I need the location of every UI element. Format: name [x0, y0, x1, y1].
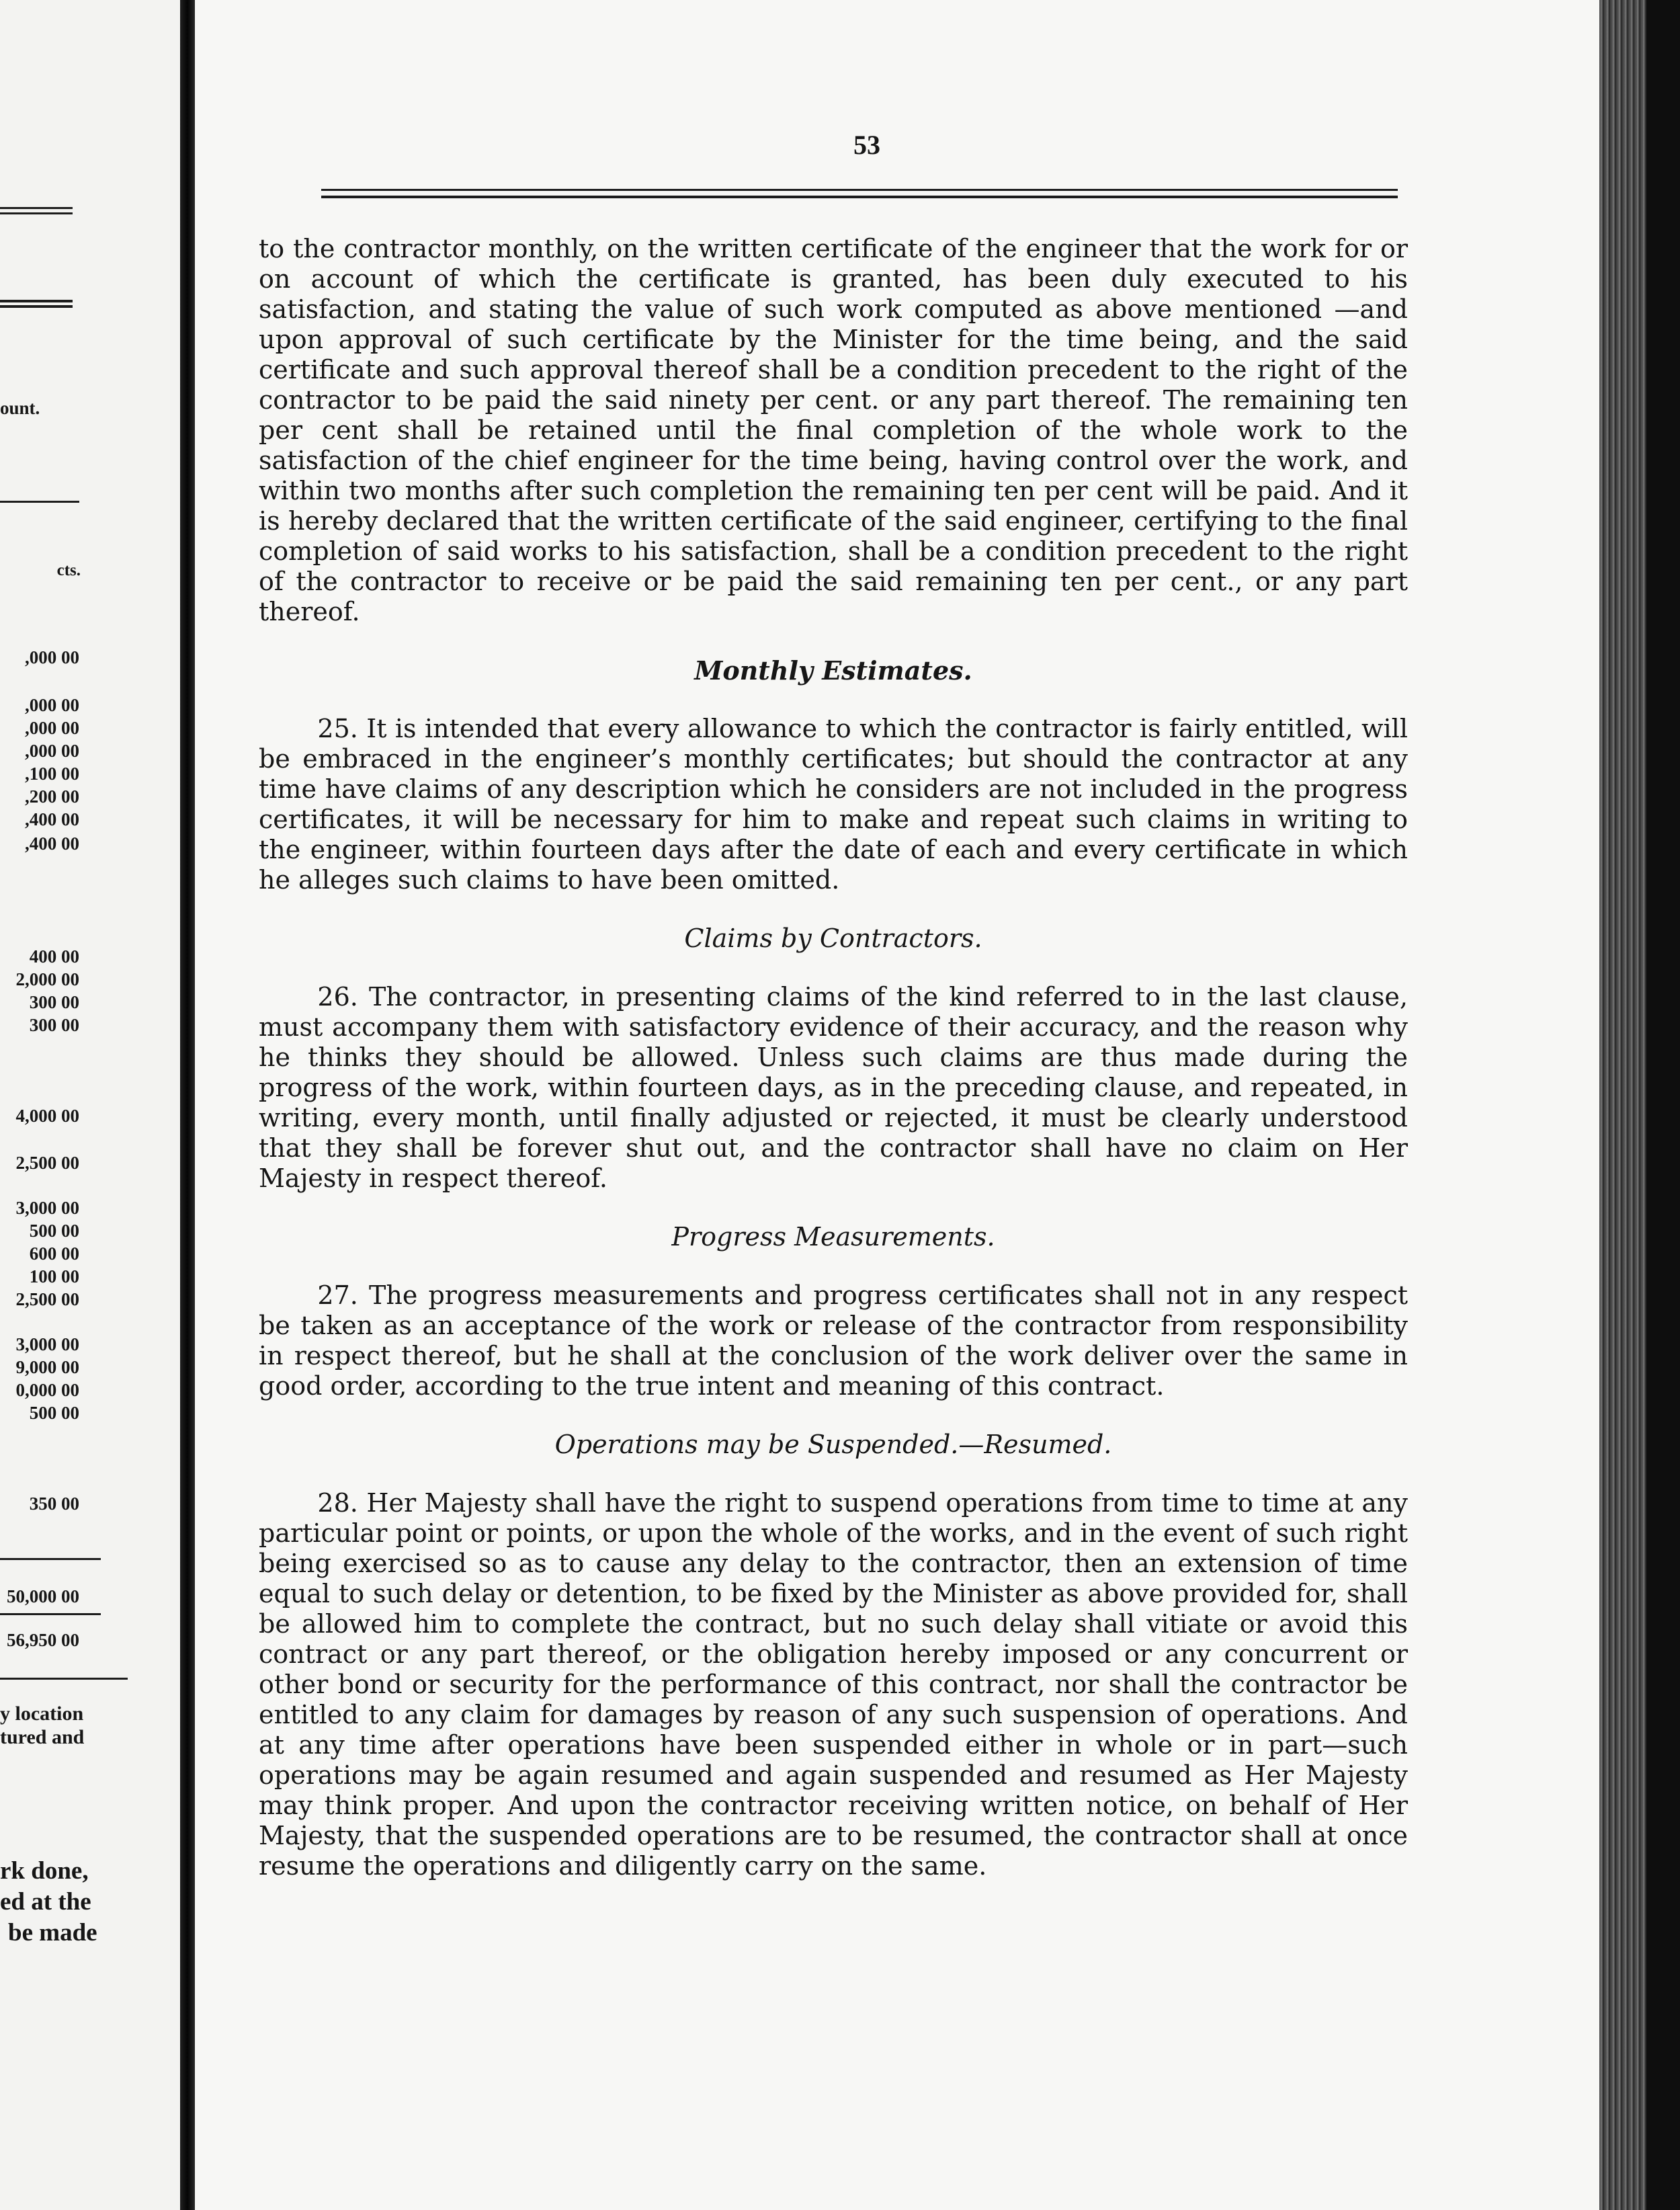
- amount-row: 300 00: [29, 992, 79, 1012]
- amount-row: 500 00: [29, 1221, 79, 1241]
- left-double-rule-top: [0, 207, 73, 209]
- left-column-rule: [0, 501, 79, 503]
- total-underline: [0, 1678, 128, 1680]
- amount-row: 600 00: [29, 1243, 79, 1264]
- cents-header: cts.: [56, 561, 81, 579]
- left-body-line: ed at the: [0, 1888, 91, 1916]
- subtotal-rule: [0, 1558, 101, 1560]
- amount-column-header: ount.: [0, 398, 40, 418]
- amount-row: 400 00: [29, 946, 79, 967]
- amount-row: ,000 00: [25, 718, 79, 738]
- amount-row: ,400 00: [25, 809, 79, 829]
- section-heading: Claims by Contractors.: [684, 924, 982, 953]
- left-double-rule-bottom: [0, 212, 73, 214]
- left-body-line: rk done,: [0, 1857, 89, 1885]
- left-note-line: y location: [0, 1703, 84, 1725]
- header-rule-bottom: [321, 196, 1398, 198]
- amount-row: 350 00: [29, 1493, 79, 1514]
- amount-row: ,100 00: [25, 764, 79, 784]
- clause-25: 25. It is intended that every allowance to which the contractor is fairly entitled, will be embraced in the engineer’s monthly certificates; but should the contractor at any time have claims of any description which he considers are not included in the progress certificates, it will be necessary for him to make and repeat such claims in writing to the engineer, within fourteen days after the date of each and every certificate in which he alleges such claims to have been omitted.: [259, 714, 1408, 895]
- amount-row: 300 00: [29, 1015, 79, 1035]
- page-body: [259, 234, 1408, 1881]
- amount-row: ,400 00: [25, 833, 79, 854]
- amount-row: ,200 00: [25, 786, 79, 807]
- amount-row: 50,000 00: [7, 1586, 79, 1606]
- total-rule: [0, 1613, 101, 1615]
- amount-total: 56,950 00: [7, 1630, 79, 1650]
- left-body-line: be made: [8, 1919, 97, 1947]
- amount-row: 4,000 00: [15, 1106, 79, 1126]
- amount-row: 3,000 00: [15, 1198, 79, 1218]
- amount-row: ,000 00: [25, 695, 79, 715]
- amount-row: 3,000 00: [15, 1334, 79, 1354]
- amount-row: ,000 00: [25, 647, 79, 667]
- amount-row: 2,500 00: [15, 1153, 79, 1173]
- amount-row: 0,000 00: [15, 1380, 79, 1400]
- section-heading: Operations may be Suspended.—Resumed.: [554, 1430, 1112, 1459]
- book-gutter: [180, 0, 195, 2210]
- amount-row: 2,500 00: [15, 1289, 79, 1309]
- book-fore-edge: [1599, 0, 1680, 2210]
- left-header-rule-b: [0, 305, 73, 308]
- amount-row: 500 00: [29, 1403, 79, 1423]
- amount-row: 9,000 00: [15, 1357, 79, 1377]
- section-heading: Progress Measurements.: [671, 1222, 995, 1252]
- amount-row: 100 00: [29, 1266, 79, 1286]
- clause-27: 27. The progress measurements and progress certificates shall not in any respect be taken as an acceptance of the work or release of the contractor from responsibility in respect thereof, but he shall at the conclusion of the work deliver over the same in good order, according to the true intent and meaning of this contract.: [259, 1280, 1408, 1401]
- opening-paragraph: to the contractor monthly, on the written certificate of the engineer that the work for or on account of which the certificate is granted, has been duly executed to his satisfaction, and stating the value of such work computed as above mentioned —and upon approval of such certificate by the Minister for the time being, and the said certificate and such approval thereof shall be a condition precedent to the right of the contractor to be paid the said ninety per cent. or any part thereof. The remaining ten per cent shall be retained until the final completion of the whole work to the satisfaction of the chief engineer for the time being, having control over the work, and within two months after such completion the remaining ten per cent will be paid. And it is hereby declared that the written certificate of the said engineer, certifying to the final completion of said works to his satisfaction, shall be a condition precedent to the right of the contractor to receive or be paid the said remaining ten per cent., or any part thereof.: [259, 234, 1408, 626]
- left-facing-page: [0, 0, 180, 2210]
- page-number: 53: [853, 130, 880, 160]
- amount-row: ,000 00: [25, 741, 79, 761]
- header-rule-top: [321, 189, 1398, 191]
- amount-row: 2,000 00: [15, 969, 79, 989]
- clause-26: 26. The contractor, in presenting claims of the kind referred to in the last clause, must accompany them with satisfactory evidence of their accuracy, and the reason why he thinks they should be allowed. Unless such claims are thus made during the progress of the work, within fourteen days, as in the preceding clause, and repeated, in writing, every month, until finally adjusted or rejected, it must be clearly understood that they shall be forever shut out, and the contractor shall have no claim on Her Majesty in respect thereof.: [259, 982, 1408, 1193]
- left-note-line: tured and: [0, 1726, 85, 1748]
- section-heading: Monthly Estimates.: [694, 655, 972, 686]
- left-header-rule-a: [0, 300, 73, 302]
- clause-28: 28. Her Majesty shall have the right to suspend operations from time to time at any particular point or points, or upon the whole of the works, and in the event of such right being exercised so as to cause any delay to the contractor, then an extension of time equal to such delay or detention, to be fixed by the Minister as above provided for, shall be allowed him to complete the contract, but no such delay shall vitiate or avoid this contract or any part thereof, or the obligation hereby imposed or any concurrent or other bond or security for the performance of this contract, nor shall the contractor be entitled to any claim for damages by reason of any such suspension of operations. And at any time after operations have been suspended either in whole or in part—such operations may be again resumed and again suspended and resumed as Her Majesty may think proper. And upon the contractor receiving written notice, on behalf of Her Majesty, that the suspended operations are to be resumed, the contractor shall at once resume the operations and diligently carry on the same.: [259, 1488, 1408, 1881]
